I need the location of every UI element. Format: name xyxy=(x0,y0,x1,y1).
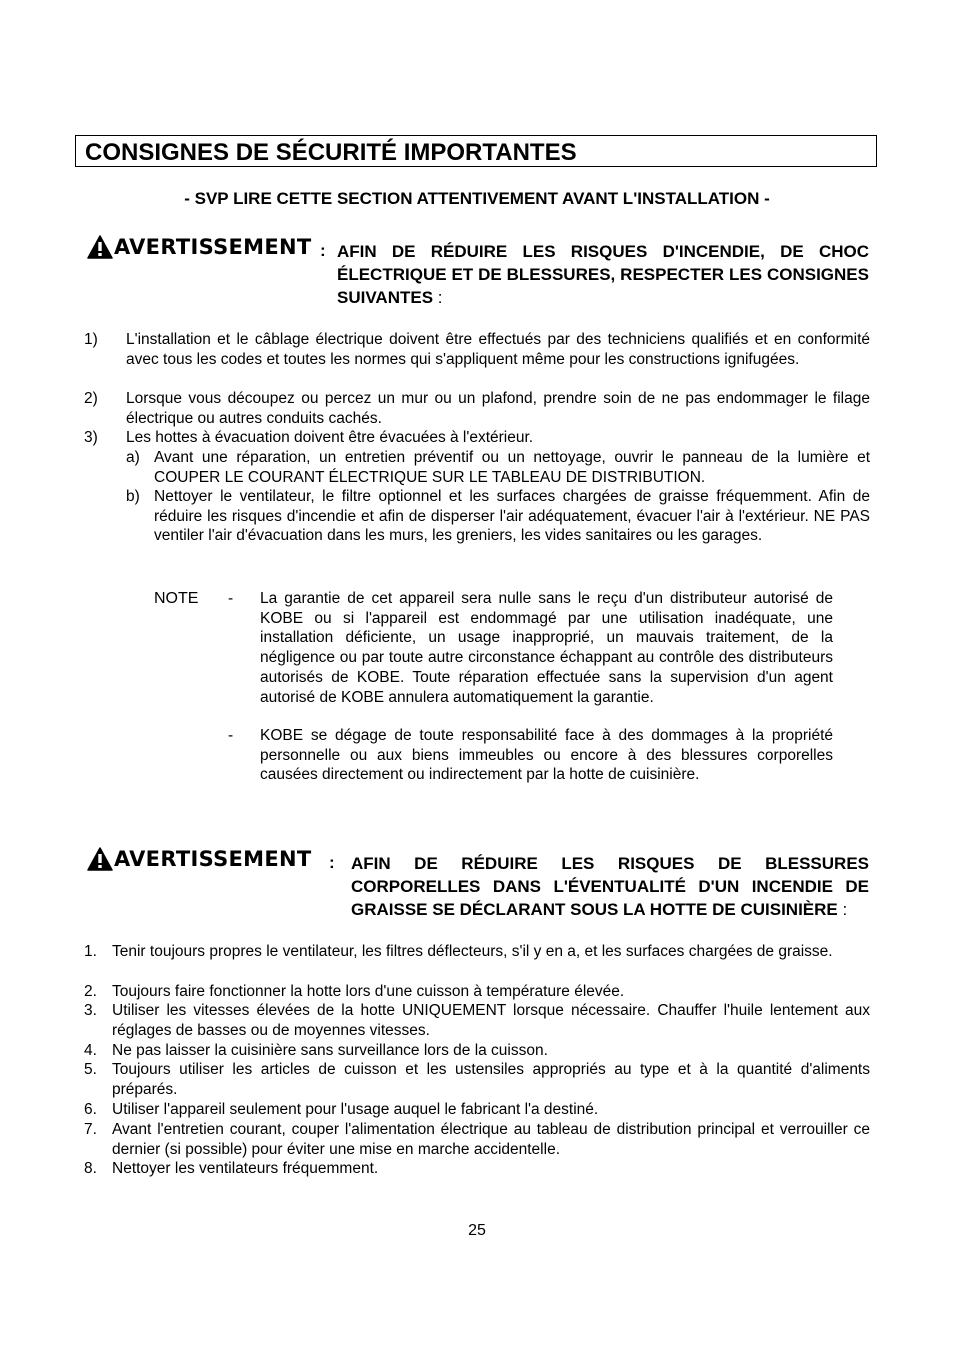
list-number: 3. xyxy=(84,1002,97,1019)
warning-colon: : xyxy=(320,241,326,260)
list-item: L'installation et le câblage électrique doivent être effectués par des techniciens qualifiés et en conformité avec tous les codes et toutes les normes qui s'appliquent même pour les constructions ignifugées. xyxy=(126,331,870,368)
list-item: Les hottes à évacuation doivent être évacuées à l'extérieur. xyxy=(126,429,534,446)
list-number: 5. xyxy=(84,1061,97,1078)
list-item: Lorsque vous découpez ou percez un mur ou un plafond, prendre soin de ne pas endommager le filage électrique ou autres conduits cachés. xyxy=(126,390,870,427)
page-number: 25 xyxy=(468,1222,486,1239)
list-item: Avant l'entretien courant, couper l'alimentation électrique au tableau de distribution principal et verrouiller ce dernier (si possible) pour éviter une mise en marche accidentelle. xyxy=(112,1121,870,1158)
warning-word: AVERTISSEMENT xyxy=(114,235,312,259)
warning-text-2 xyxy=(351,852,869,921)
note-dash: - xyxy=(228,590,234,607)
warning-label-2 xyxy=(87,846,311,872)
warning-label-1 xyxy=(87,234,311,260)
list-item: Nettoyer les ventilateurs fréquemment. xyxy=(112,1160,379,1177)
list-item: Toujours faire fonctionner la hotte lors d'une cuisson à température élevée. xyxy=(112,983,625,1000)
note-dash: - xyxy=(228,727,234,744)
list-number: 7. xyxy=(84,1121,97,1138)
list-number: 2) xyxy=(84,390,98,407)
note-item: KOBE se dégage de toute responsabilité face à des dommages à la propriété personnelle ou aux biens immeubles ou encore à des blessures corporelles causées directement ou indirectement par la hotte de cuisinière. xyxy=(260,727,833,784)
sublist-item: Nettoyer le ventilateur, le filtre optionnel et les surfaces chargées de graisse fréquemment. Afin de réduire les risques d'incendie et afin de disperser l'air adéquatement, évacuer l'air à l'extérieur. NE PAS ventiler l'air d'évacuation dans les murs, les greniers, les vides sanitaires ou les garages. xyxy=(154,488,870,545)
list-number: 1) xyxy=(84,331,98,348)
list-item: Tenir toujours propres le ventilateur, les filtres déflecteurs, s'il y en a, et les surfaces chargées de graisse. xyxy=(112,943,833,960)
warning-tail: : xyxy=(837,900,848,919)
list-item: Utiliser l'appareil seulement pour l'usage auquel le fabricant l'a destiné. xyxy=(112,1101,599,1118)
list-number: 1. xyxy=(84,943,97,960)
list-number: 3) xyxy=(84,429,98,446)
warning-triangle-icon xyxy=(87,847,113,871)
warning-triangle-icon xyxy=(87,235,113,259)
list-item: Ne pas laisser la cuisinière sans surveillance lors de la cuisson. xyxy=(112,1042,548,1059)
warning-text: AFIN DE RÉDUIRE LES RISQUES D'INCENDIE, DE CHOC ÉLECTRIQUE ET DE BLESSURES, RESPECTER LES CONSIGNES SUIVANTES xyxy=(337,242,869,307)
warning-text-1 xyxy=(337,240,869,309)
page-title: CONSIGNES DE SÉCURITÉ IMPORTANTES xyxy=(85,139,577,166)
list-number: 2. xyxy=(84,983,97,1000)
note-label: NOTE xyxy=(154,590,199,607)
list-item: Toujours utiliser les articles de cuisson et les ustensiles appropriés au type et à la quantité d'aliments préparés. xyxy=(112,1061,870,1098)
warning-tail: : xyxy=(433,288,443,307)
sublist-letter: b) xyxy=(126,488,140,505)
list-number: 6. xyxy=(84,1101,97,1118)
note-item: La garantie de cet appareil sera nulle sans le reçu d'un distributeur autorisé de KOBE ou si l'appareil est endommagé par une utilisation inadéquate, une installation déficiente, un usage inapproprié, un mauvais traitement, de la négligence ou par toute autre circonstance échappant au contrôle des distributeurs autorisés de KOBE. Toute réparation effectuée sans la supervision d'un agent autorisé de KOBE annulera automatiquement la garantie. xyxy=(260,590,833,706)
warning-word: AVERTISSEMENT xyxy=(114,847,312,871)
sublist-item: Avant une réparation, un entretien préventif ou un nettoyage, ouvrir le panneau de la lumière et COUPER LE COURANT ÉLECTRIQUE SUR LE TABLEAU DE DISTRIBUTION. xyxy=(154,449,870,486)
title-box xyxy=(75,135,877,167)
warning-text: AFIN DE RÉDUIRE LES RISQUES DE BLESSURES CORPORELLES DANS L'ÉVENTUALITÉ D'UN INCENDIE DE GRAISSE SE DÉCLARANT SOUS LA HOTTE DE CUISINIÈRE xyxy=(351,854,869,919)
list-number: 8. xyxy=(84,1160,97,1177)
list-item: Utiliser les vitesses élevées de la hotte UNIQUEMENT lorsque nécessaire. Chauffer l'huile lentement aux réglages de basses ou de moyennes vitesses. xyxy=(112,1002,870,1039)
subtitle: - SVP LIRE CETTE SECTION ATTENTIVEMENT AVANT L'INSTALLATION - xyxy=(184,189,770,208)
warning-colon: : xyxy=(329,853,335,872)
sublist-letter: a) xyxy=(126,449,140,466)
list-number: 4. xyxy=(84,1042,97,1059)
